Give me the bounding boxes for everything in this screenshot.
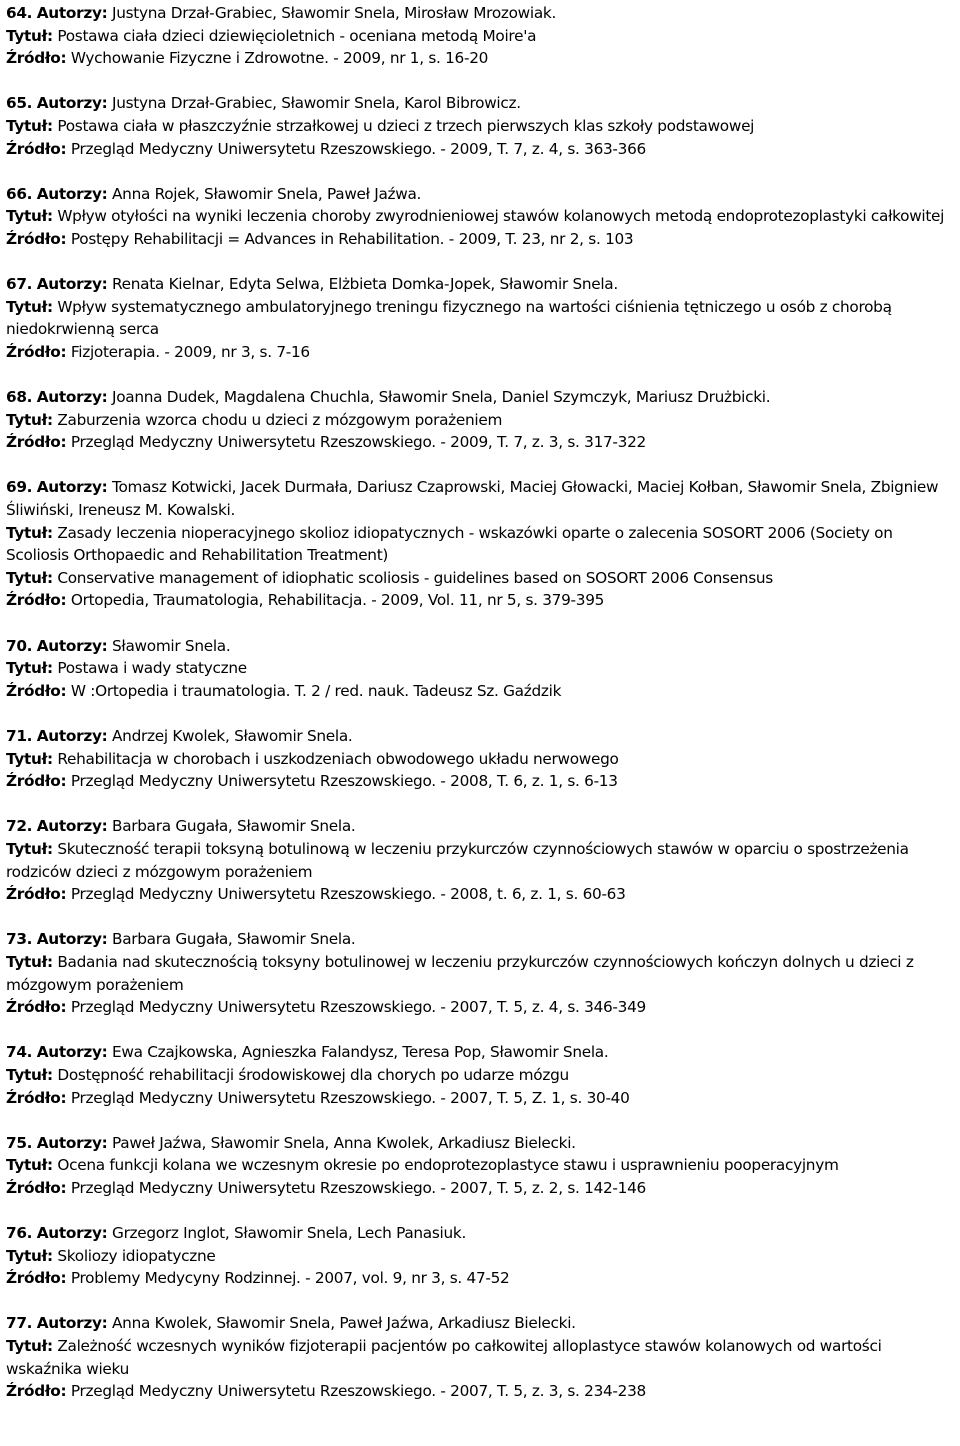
field-text: Zaburzenia wzorca chodu u dzieci z mózgowym porażeniem [57,410,503,429]
authors-text: Joanna Dudek, Magdalena Chuchla, Sławomir Snela, Daniel Szymczyk, Mariusz Drużbicki. [112,388,771,407]
field-text: Wychowanie Fizyczne i Zdrowotne. - 2009, nr 1, s. 16-20 [70,49,489,68]
bibliography-entry [6,1132,954,1200]
bibliography-entry [6,476,954,612]
entry-source-line [6,341,954,364]
field-text: Wpływ systematycznego ambulatoryjnego treningu fizycznego na wartości ciśnienia tętniczego u osób z chorobą niedokrwienną serca [6,297,892,339]
authors-label: Autorzy: [36,478,108,497]
entry-number: 72. [6,817,33,836]
field-text: Problemy Medycyny Rodzinnej. - 2007, vol. 9, nr 3, s. 47-52 [70,1269,510,1288]
entry-source-line [6,883,954,906]
entry-authors-line [6,273,954,296]
entry-title-line [6,748,954,771]
entry-number: 71. [6,727,33,745]
entry-title-line [6,657,954,680]
authors-label: Autorzy: [36,727,108,745]
authors-text: Andrzej Kwolek, Sławomir Snela. [112,727,353,745]
entry-authors-line [6,725,954,748]
authors-text: Tomasz Kotwicki, Jacek Durmała, Dariusz Czaprowski, Maciej Głowacki, Maciej Kołban, Sławomir Snela, Zbigniew Śliwiński, Ireneusz M. Kowalski. [6,478,939,520]
bibliography-entry [6,725,954,793]
authors-text: Renata Kielnar, Edyta Selwa, Elżbieta Domka-Jopek, Sławomir Snela. [112,275,618,294]
bibliography-entry [6,92,954,160]
authors-label: Autorzy: [36,4,108,22]
entry-source-line [6,138,954,161]
bibliography-entry [6,2,954,70]
entry-title-line [6,522,954,567]
field-text: W :Ortopedia i traumatologia. T. 2 / red. nauk. Tadeusz Sz. Gaździk [70,681,562,700]
bibliography-entry [6,273,954,363]
authors-text: Justyna Drzał-Grabiec, Sławomir Snela, Karol Bibrowicz. [112,94,521,113]
entry-source-line [6,1087,954,1110]
field-label: Źródło: [6,1178,67,1197]
field-text: Przegląd Medyczny Uniwersytetu Rzeszowskiego. - 2007, T. 5, z. 2, s. 142-146 [70,1178,646,1197]
entry-source-line [6,1267,954,1290]
field-text: Conservative management of idiophatic scoliosis - guidelines based on SOSORT 2006 Consensus [57,568,773,587]
entry-authors-line [6,1222,954,1245]
field-label: Tytuł: [6,749,53,768]
entry-authors-line [6,635,954,658]
authors-text: Barbara Gugała, Sławomir Snela. [112,930,356,949]
entry-source-line [6,589,954,612]
bibliography-entry [6,635,954,703]
entry-authors-line [6,815,954,838]
field-text: Postawa i wady statyczne [57,659,247,678]
bibliography-entry [6,183,954,251]
authors-text: Grzegorz Inglot, Sławomir Snela, Lech Panasiuk. [112,1224,467,1243]
field-text: Przegląd Medyczny Uniwersytetu Rzeszowskiego. - 2007, T. 5, Z. 1, s. 30-40 [70,1088,630,1107]
entry-title-line [6,1245,954,1268]
bibliography-entry [6,1222,954,1290]
field-text: Zależność wczesnych wyników fizjoterapii pacjentów po całkowitej alloplastyce stawów kolanowych od wartości wskaźnika wieku [6,1337,882,1378]
entry-title-line [6,951,954,996]
field-text: Przegląd Medyczny Uniwersytetu Rzeszowskiego. - 2007, T. 5, z. 4, s. 346-349 [70,998,646,1017]
field-label: Tytuł: [6,410,53,429]
entry-authors-line [6,928,954,951]
field-label: Źródło: [6,998,67,1017]
authors-text: Paweł Jaźwa, Sławomir Snela, Anna Kwolek, Arkadiusz Bielecki. [112,1133,576,1152]
field-label: Tytuł: [6,523,53,542]
authors-label: Autorzy: [36,94,108,113]
field-text: Badania nad skutecznością toksyny botulinowej w leczeniu przykurczów czynnościowych kończyn dolnych u dzieci z mózgowym porażeniem [6,952,914,994]
entry-number: 68. [6,388,33,407]
field-label: Źródło: [6,342,67,361]
bibliography-entry [6,928,954,1018]
entry-number: 66. [6,184,33,203]
field-label: Źródło: [6,49,67,68]
field-label: Źródło: [6,772,67,791]
field-label: Źródło: [6,1269,67,1288]
field-label: Tytuł: [6,1156,53,1175]
entry-source-line [6,770,954,793]
authors-label: Autorzy: [36,1043,108,1062]
field-label: Tytuł: [6,839,53,858]
entry-source-line [6,228,954,251]
field-text: Dostępność rehabilitacji środowiskowej dla chorych po udarze mózgu [57,1065,569,1084]
entry-number: 64. [6,4,33,22]
authors-label: Autorzy: [36,930,108,949]
field-label: Tytuł: [6,952,53,971]
entry-title-line [6,1064,954,1087]
entry-authors-line [6,92,954,115]
entry-number: 73. [6,930,33,949]
authors-text: Justyna Drzał-Grabiec, Sławomir Snela, Mirosław Mrozowiak. [112,4,557,22]
field-label: Tytuł: [6,1065,53,1084]
field-text: Fizjoterapia. - 2009, nr 3, s. 7-16 [70,342,310,361]
entry-number: 74. [6,1043,33,1062]
entry-authors-line [6,476,954,521]
entry-source-line [6,1380,954,1403]
field-label: Tytuł: [6,1337,53,1356]
entry-source-line [6,680,954,703]
authors-label: Autorzy: [36,817,108,836]
entry-authors-line [6,183,954,206]
entry-source-line [6,47,954,70]
entry-title-line [6,409,954,432]
field-label: Źródło: [6,591,67,610]
field-label: Źródło: [6,681,67,700]
authors-label: Autorzy: [36,1133,108,1152]
field-text: Rehabilitacja w chorobach i uszkodzeniach obwodowego układu nerwowego [57,749,619,768]
field-label: Źródło: [6,1088,67,1107]
authors-text: Barbara Gugała, Sławomir Snela. [112,817,356,836]
entry-authors-line [6,1132,954,1155]
entry-authors-line [6,2,954,25]
field-text: Ortopedia, Traumatologia, Rehabilitacja. - 2009, Vol. 11, nr 5, s. 379-395 [70,591,605,610]
field-text: Przegląd Medyczny Uniwersytetu Rzeszowskiego. - 2008, t. 6, z. 1, s. 60-63 [70,885,626,904]
field-label: Tytuł: [6,659,53,678]
field-label: Tytuł: [6,207,53,226]
field-text: Wpływ otyłości na wyniki leczenia choroby zwyrodnieniowej stawów kolanowych metodą endoprotezoplastyki całkowitej [57,207,945,226]
entry-title-line [6,25,954,48]
authors-text: Anna Kwolek, Sławomir Snela, Paweł Jaźwa, Arkadiusz Bielecki. [112,1314,576,1333]
field-label: Tytuł: [6,116,53,135]
entry-title-line [6,1335,954,1380]
field-label: Źródło: [6,139,67,158]
field-text: Skuteczność terapii toksyną botulinową w leczeniu przykurczów czynnościowych stawów w oparciu o spostrzeżenia rodziców dzieci z mózgowym porażeniem [6,839,909,881]
bibliography-entry [6,386,954,454]
entry-number: 76. [6,1224,33,1243]
entry-title-line [6,567,954,590]
authors-label: Autorzy: [36,1224,108,1243]
field-text: Przegląd Medyczny Uniwersytetu Rzeszowskiego. - 2009, T. 7, z. 3, s. 317-322 [70,433,646,452]
authors-text: Sławomir Snela. [112,636,231,655]
entry-title-line [6,115,954,138]
field-text: Skoliozy idiopatyczne [57,1246,216,1265]
field-label: Źródło: [6,885,67,904]
bibliography-entry [6,1312,954,1402]
bibliography-entry [6,815,954,905]
authors-label: Autorzy: [36,636,108,655]
field-text: Postawa ciała dzieci dziewięcioletnich - oceniana metodą Moire'a [57,26,537,45]
entry-source-line [6,1177,954,1200]
field-text: Przegląd Medyczny Uniwersytetu Rzeszowskiego. - 2009, T. 7, z. 4, s. 363-366 [70,139,646,158]
entry-number: 65. [6,94,33,113]
entry-title-line [6,205,954,228]
entry-number: 70. [6,636,33,655]
field-text: Ocena funkcji kolana we wczesnym okresie po endoprotezoplastyce stawu i usprawnieniu pooperacyjnym [57,1156,839,1175]
authors-label: Autorzy: [36,184,108,203]
field-label: Źródło: [6,1382,67,1401]
authors-label: Autorzy: [36,388,108,407]
entry-number: 75. [6,1133,33,1152]
entry-title-line [6,296,954,341]
entry-source-line [6,431,954,454]
field-label: Źródło: [6,229,67,248]
field-text: Postępy Rehabilitacji = Advances in Rehabilitation. - 2009, T. 23, nr 2, s. 103 [70,229,634,248]
field-label: Tytuł: [6,297,53,316]
field-label: Tytuł: [6,26,53,45]
authors-label: Autorzy: [36,1314,108,1333]
entry-authors-line [6,1312,954,1335]
field-text: Postawa ciała w płaszczyźnie strzałkowej u dzieci z trzech pierwszych klas szkoły podstawowej [57,116,755,135]
authors-text: Ewa Czajkowska, Agnieszka Falandysz, Teresa Pop, Sławomir Snela. [112,1043,609,1062]
entry-title-line [6,838,954,883]
authors-label: Autorzy: [36,275,108,294]
field-text: Przegląd Medyczny Uniwersytetu Rzeszowskiego. - 2007, T. 5, z. 3, s. 234-238 [70,1382,646,1401]
bibliography-entry [6,1041,954,1109]
entry-authors-line [6,386,954,409]
entry-source-line [6,996,954,1019]
entry-authors-line [6,1041,954,1064]
field-label: Tytuł: [6,1246,53,1265]
entry-number: 67. [6,275,33,294]
authors-text: Anna Rojek, Sławomir Snela, Paweł Jaźwa. [112,184,422,203]
field-label: Źródło: [6,433,67,452]
field-text: Przegląd Medyczny Uniwersytetu Rzeszowskiego. - 2008, T. 6, z. 1, s. 6-13 [70,772,618,791]
entry-number: 77. [6,1314,33,1333]
entry-number: 69. [6,478,33,497]
field-label: Tytuł: [6,568,53,587]
field-text: Zasady leczenia nioperacyjnego skolioz idiopatycznych - wskazówki oparte o zalecenia SOSORT 2006 (Society on Scoliosis Orthopaedic and Rehabilitation Treatment) [6,523,893,565]
entry-title-line [6,1154,954,1177]
